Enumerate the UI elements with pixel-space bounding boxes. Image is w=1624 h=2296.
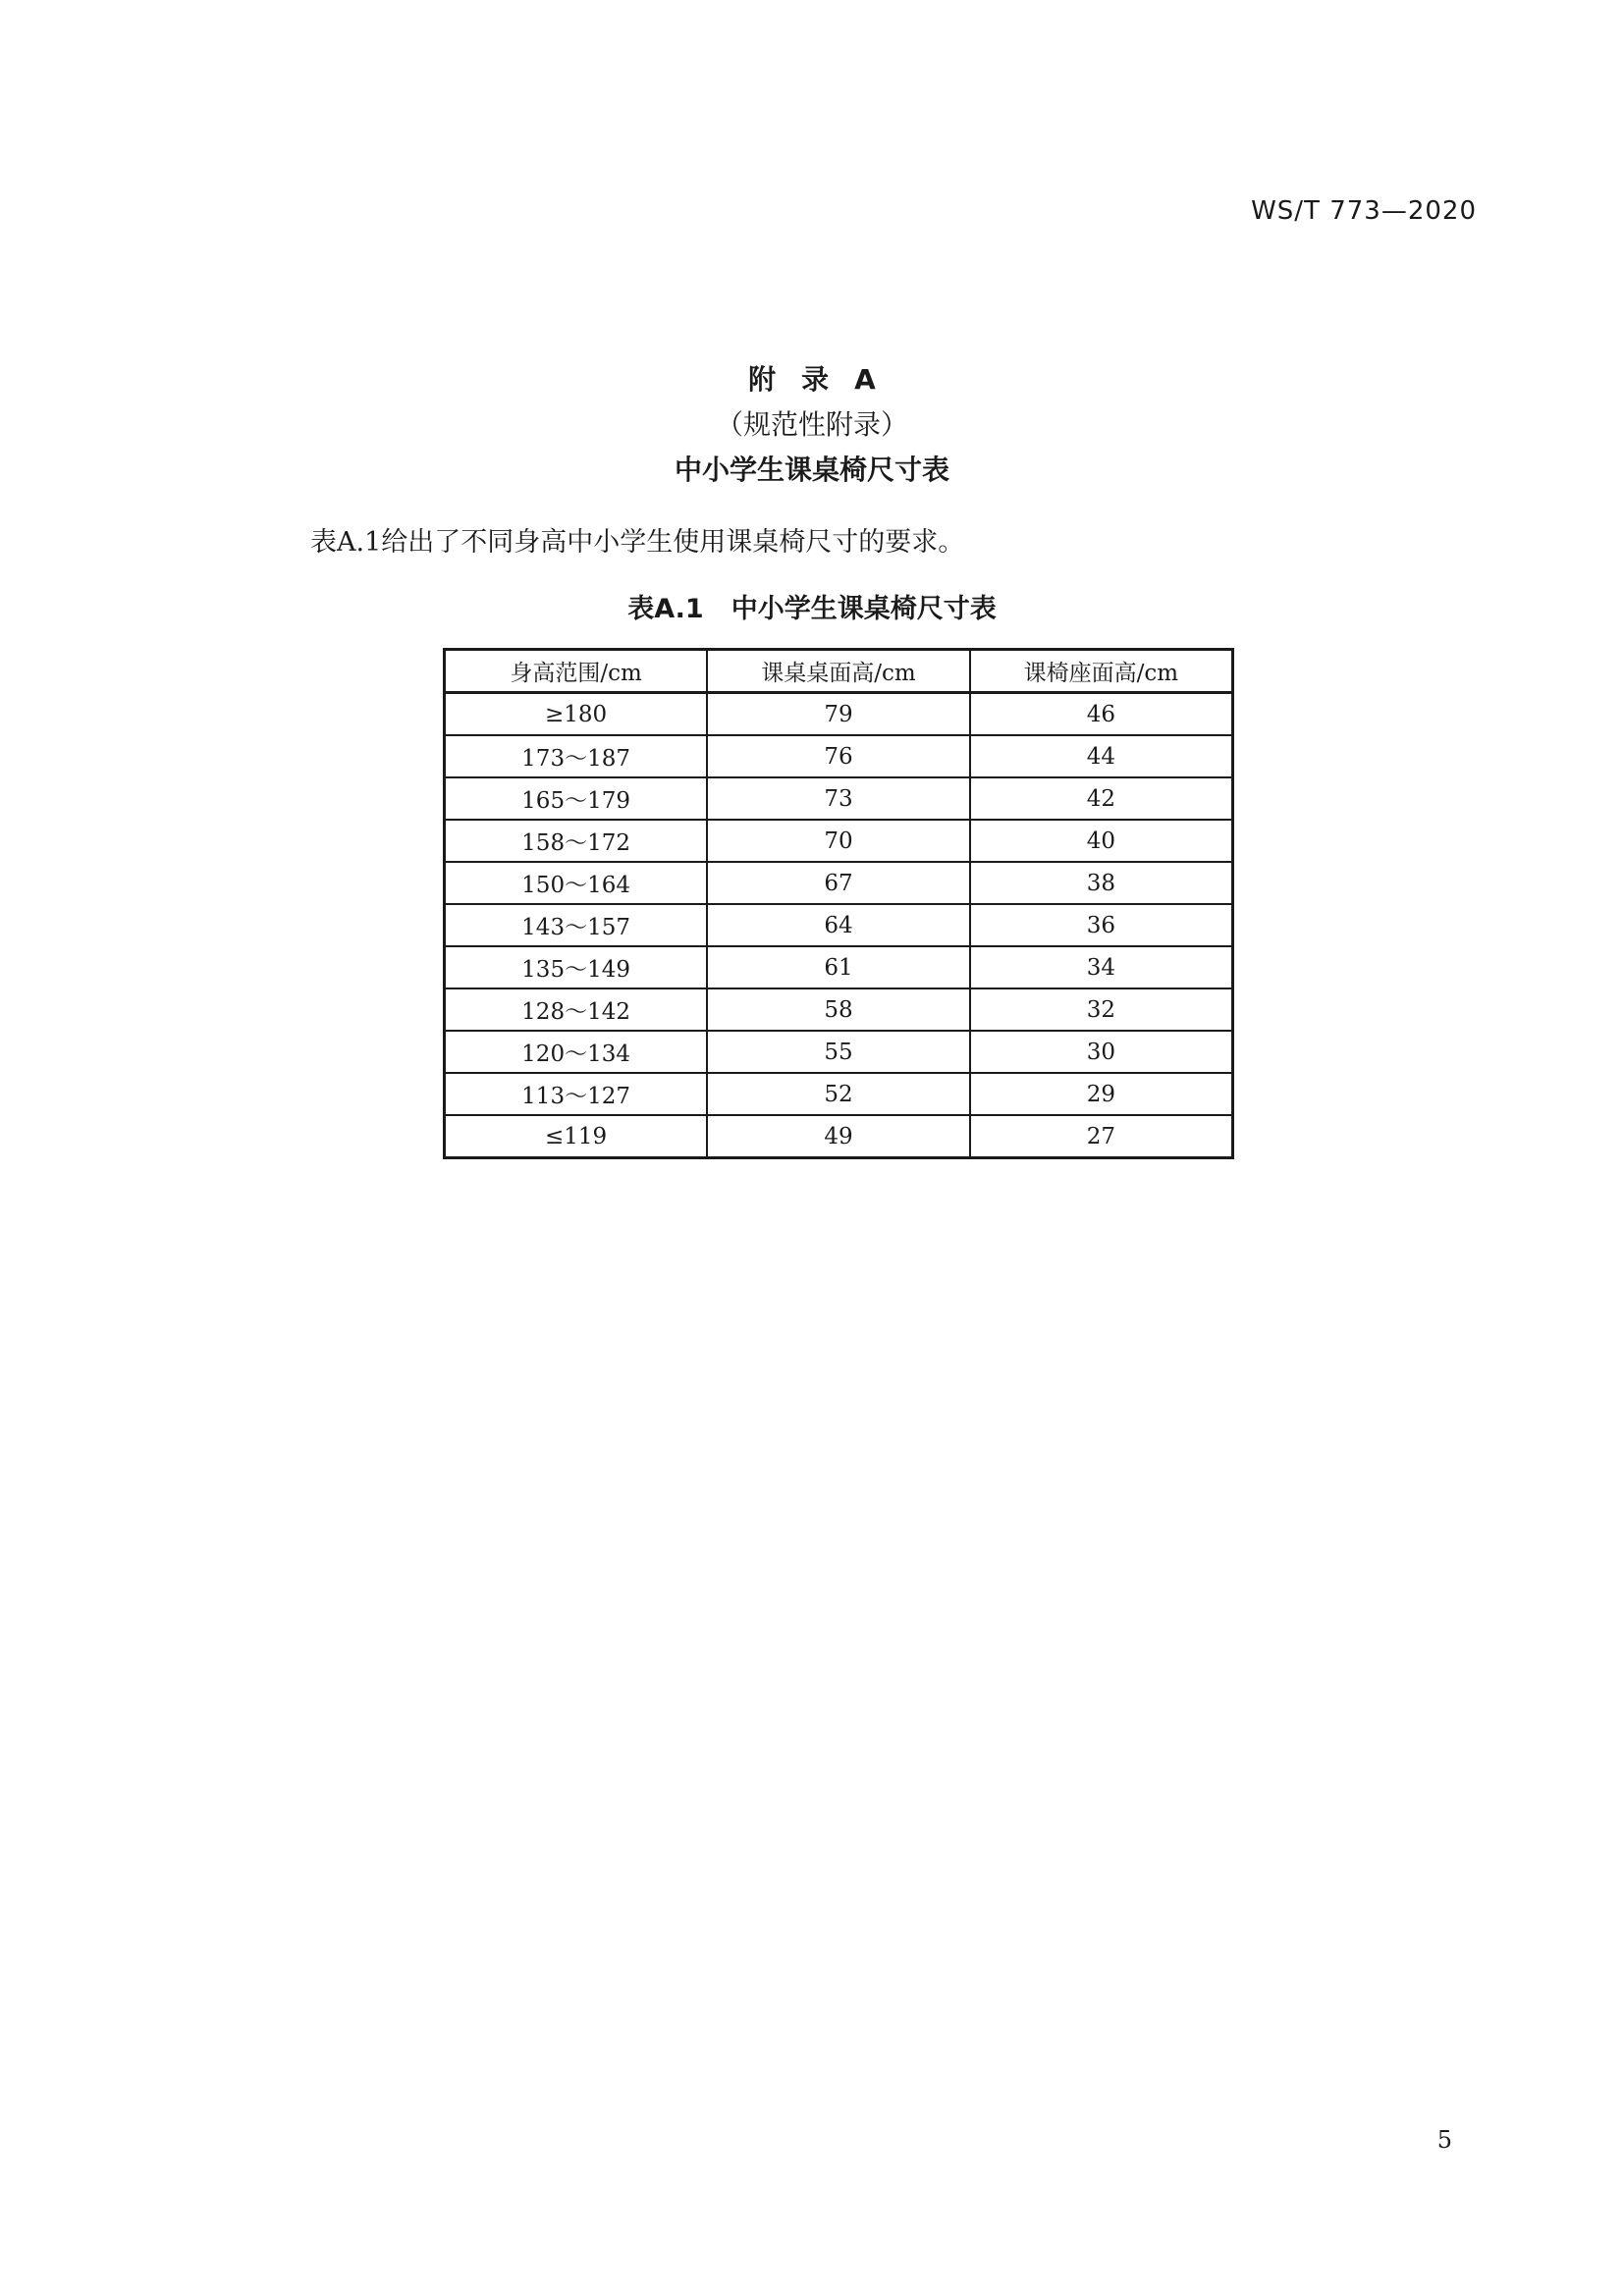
cell-desk-height: 52	[707, 1073, 970, 1115]
cell-chair-height: 29	[970, 1073, 1233, 1115]
cell-desk-height: 58	[707, 988, 970, 1031]
table-row	[445, 946, 1233, 988]
desk-chair-size-table	[443, 648, 1234, 1159]
table-body	[445, 693, 1233, 1158]
cell-desk-height: 55	[707, 1031, 970, 1073]
table-row	[445, 777, 1233, 820]
cell-height-range: 120～134	[445, 1031, 708, 1073]
cell-height-range: 173～187	[445, 735, 708, 777]
standard-code: WS/T 773—2020	[1251, 196, 1477, 226]
cell-height-range: 158～172	[445, 820, 708, 862]
intro-paragraph: 表A.1给出了不同身高中小学生使用课桌椅尺寸的要求。	[310, 527, 965, 558]
cell-desk-height: 64	[707, 904, 970, 946]
table-row	[445, 1115, 1233, 1158]
table-row	[445, 862, 1233, 904]
cell-chair-height: 46	[970, 693, 1233, 736]
table-row	[445, 693, 1233, 736]
cell-desk-height: 61	[707, 946, 970, 988]
column-header-chair-height: 课椅座面高/cm	[970, 650, 1233, 693]
table-caption-number: 表A.1	[627, 594, 704, 624]
cell-height-range: 128～142	[445, 988, 708, 1031]
cell-chair-height: 32	[970, 988, 1233, 1031]
table-caption-title: 中小学生课桌椅尺寸表	[731, 594, 997, 624]
appendix-title: 中小学生课桌椅尺寸表	[674, 454, 949, 486]
cell-desk-height: 49	[707, 1115, 970, 1158]
cell-chair-height: 27	[970, 1115, 1233, 1158]
cell-desk-height: 79	[707, 693, 970, 736]
cell-chair-height: 40	[970, 820, 1233, 862]
table-row	[445, 735, 1233, 777]
cell-chair-height: 42	[970, 777, 1233, 820]
page-number: 5	[1436, 2126, 1452, 2154]
cell-height-range: 143～157	[445, 904, 708, 946]
appendix-type: （规范性附录）	[715, 408, 908, 441]
table-header-row	[445, 650, 1233, 693]
table-row	[445, 988, 1233, 1031]
appendix-heading	[0, 357, 1624, 493]
cell-desk-height: 73	[707, 777, 970, 820]
cell-chair-height: 30	[970, 1031, 1233, 1073]
cell-chair-height: 36	[970, 904, 1233, 946]
cell-height-range: 165～179	[445, 777, 708, 820]
column-header-height-range: 身高范围/cm	[445, 650, 708, 693]
table-row	[445, 1073, 1233, 1115]
cell-chair-height: 34	[970, 946, 1233, 988]
cell-height-range: 150～164	[445, 862, 708, 904]
cell-desk-height: 70	[707, 820, 970, 862]
table-row	[445, 904, 1233, 946]
cell-chair-height: 44	[970, 735, 1233, 777]
cell-height-range: 113～127	[445, 1073, 708, 1115]
cell-height-range: ≤119	[445, 1115, 708, 1158]
table-caption	[0, 587, 1624, 625]
cell-height-range: ≥180	[445, 693, 708, 736]
column-header-desk-height: 课桌桌面高/cm	[707, 650, 970, 693]
cell-chair-height: 38	[970, 862, 1233, 904]
cell-height-range: 135～149	[445, 946, 708, 988]
table-row	[445, 1031, 1233, 1073]
cell-desk-height: 76	[707, 735, 970, 777]
appendix-label: 附录A	[748, 363, 901, 396]
table-row	[445, 820, 1233, 862]
cell-desk-height: 67	[707, 862, 970, 904]
